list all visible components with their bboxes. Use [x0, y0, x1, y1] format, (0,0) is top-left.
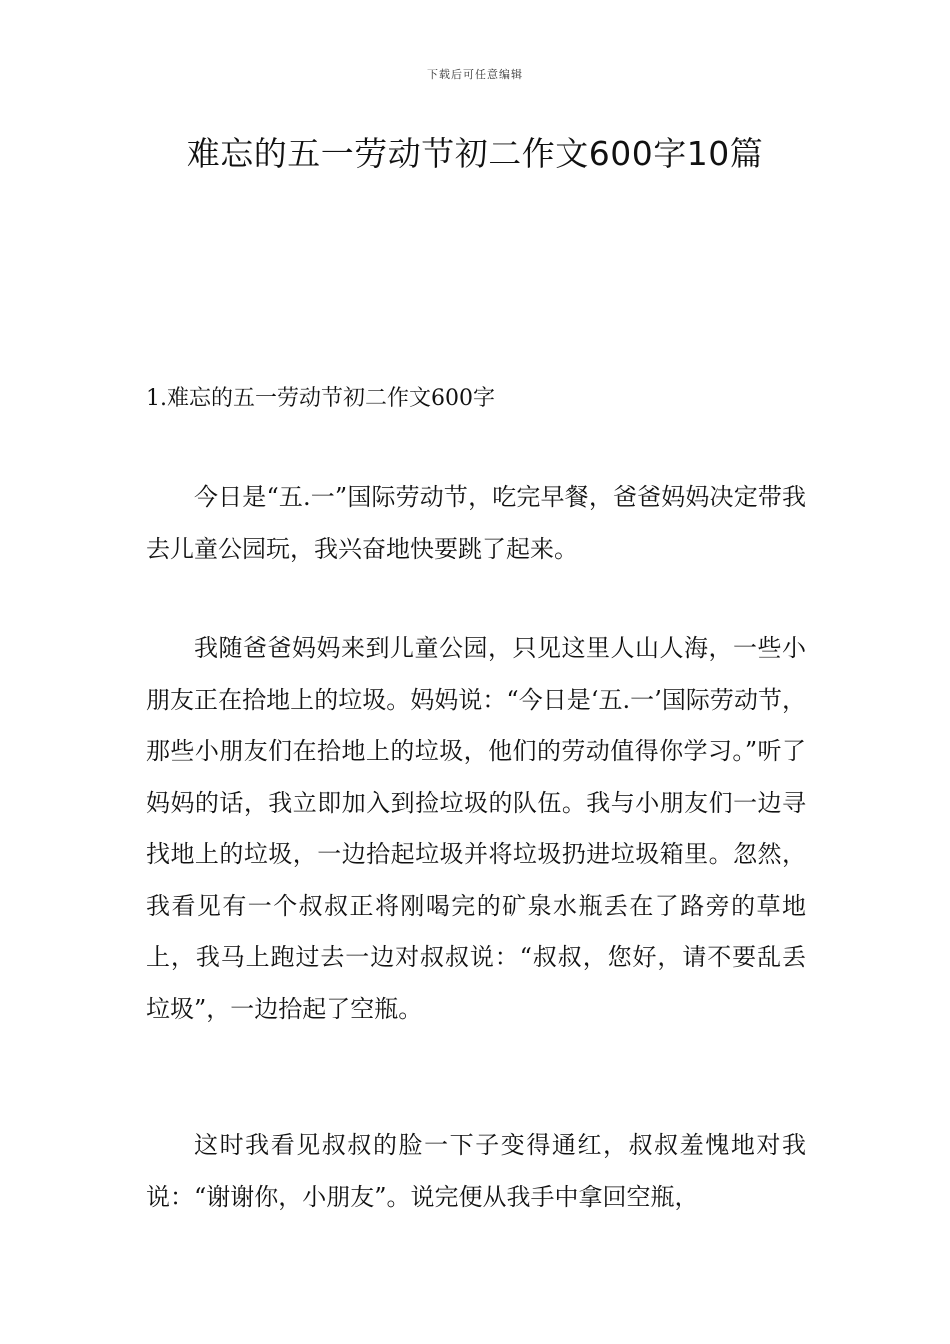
- paragraph-1: 今日是“五.一”国际劳动节，吃完早餐，爸爸妈妈决定带我去儿童公园玩，我兴奋地快要跳了起来。: [146, 483, 806, 563]
- paragraph-2: 我随爸爸妈妈来到儿童公园，只见这里人山人海，一些小朋友正在拾地上的垃圾。妈妈说：“今日是‘五.一’国际劳动节，那些小朋友们在拾地上的垃圾，他们的劳动值得你学习。”听了妈妈的话，我立即加入到捡垃圾的队伍。我与小朋友们一边寻找地上的垃圾，一边拾起垃圾并将垃圾扔进垃圾箱里。忽然，我看见有一个叔叔正将刚喝完的矿泉水瓶丢在了路旁的草地上，我马上跑过去一边对叔叔说：“叔叔，您好，请不要乱丢垃圾”，一边拾起了空瓶。: [146, 634, 806, 1023]
- header-note: 下载后可任意编辑: [427, 68, 523, 81]
- section-heading: 1.难忘的五一劳动节初二作文600字: [146, 386, 495, 411]
- paragraph-3: 这时我看见叔叔的脸一下子变得通红，叔叔羞愧地对我说：“谢谢你，小朋友”。说完便从我手中拿回空瓶，: [146, 1131, 806, 1211]
- document-title: 难忘的五一劳动节初二作文600字10篇: [186, 134, 764, 173]
